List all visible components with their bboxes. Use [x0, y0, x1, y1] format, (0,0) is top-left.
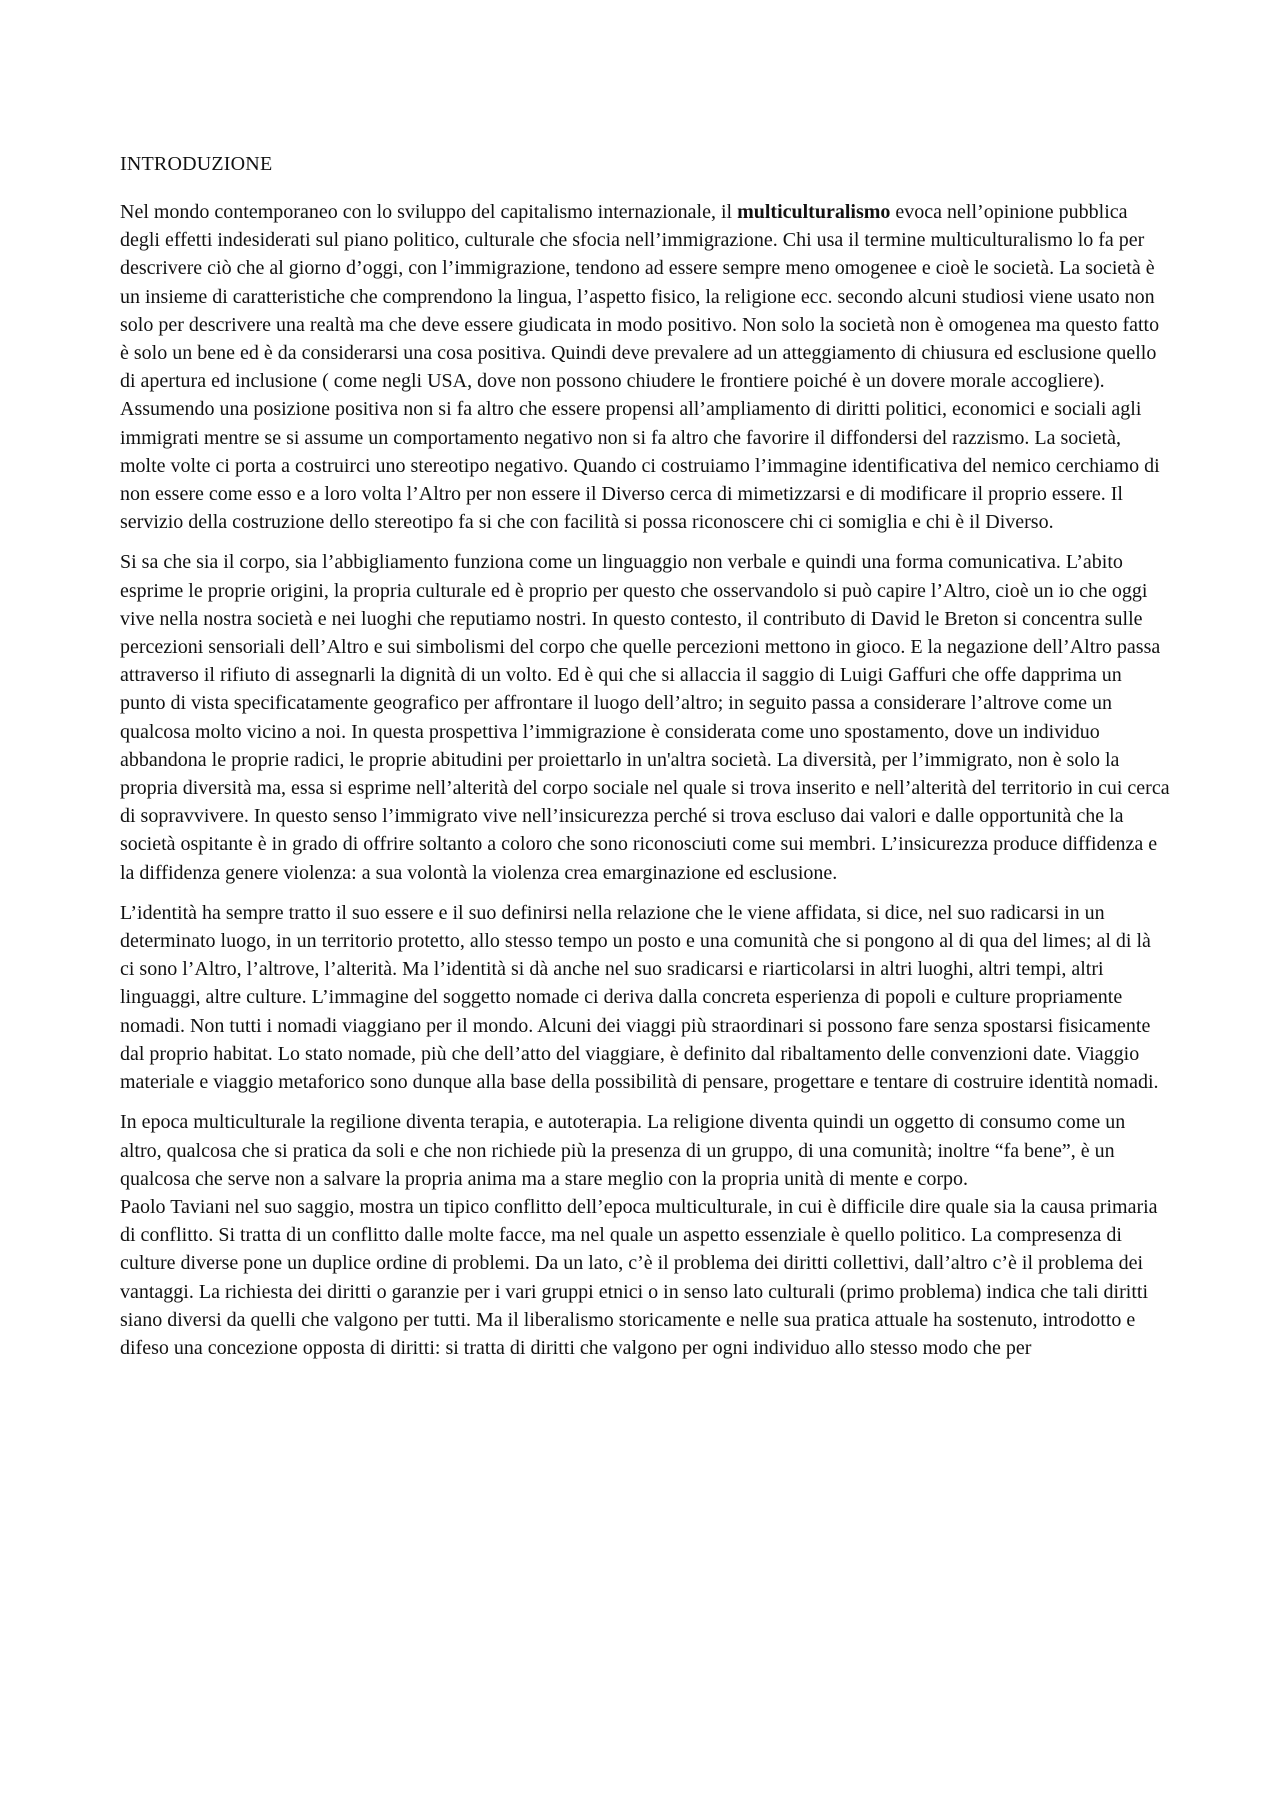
paragraph-1: [120, 198, 1170, 536]
paragraph-3: L’identità ha sempre tratto il suo essere e il suo definirsi nella relazione che le viene affidata, si dice, nel suo radicarsi in un determinato luogo, in un territorio protetto, allo stesso tempo un posto e una comunità che si pongono al di qua del limes; al di là ci sono l’Altro, l’altrove, l’alterità. Ma l’identità si dà anche nel suo sradicarsi e riarticolarsi in altri luoghi, altri tempi, altri linguaggi, altre culture. L’immagine del soggetto nomade ci deriva dalla concreta esperienza di popoli e culture propriamente nomadi. Non tutti i nomadi viaggiano per il mondo. Alcuni dei viaggi più straordinari si possono fare senza spostarsi fisicamente dal proprio habitat. Lo stato nomade, più che dell’atto del viaggiare, è definito dal ribaltamento delle convenzioni date. Viaggio materiale e viaggio metaforico sono dunque alla base della possibilità di pensare, progettare e tentare di costruire identità nomadi.: [120, 901, 1159, 1094]
document-page: [120, 150, 1170, 1374]
paragraph-1-bold-term: multiculturalismo: [737, 201, 891, 223]
page-title: INTRODUZIONE: [120, 153, 273, 175]
paragraph-1-rest: evoca nell’opinione pubblica degli effetti indesiderati sul piano politico, culturale che sfocia nell’immigrazione. Chi usa il termine multiculturalismo lo fa per descrivere ciò che al giorno d’oggi, con l’immigrazione, tendono ad essere sempre meno omogenee e cioè le società. La società è un insieme di caratteristiche che comprendono la lingua, l’aspetto fisico, la religione ecc. secondo alcuni studiosi viene usato non solo per descrivere una realtà ma che deve essere giudicata in modo positivo. Non solo la società non è omogenea ma questo fatto è solo un bene ed è da considerarsi una cosa positiva. Quindi deve prevalere ad un atteggiamento di chiusura ed esclusione quello di apertura ed inclusione ( come negli USA, dove non possono chiudere le frontiere poiché è un dovere morale accogliere). Assumendo una posizione positiva non si fa altro che essere propensi all’ampliamento di diritti politici, economici e sociali agli immigrati mentre se si assume un comportamento negativo non si fa altro che favorire il diffondersi del razzismo. La società, molte volte ci porta a costruirci uno stereotipo negativo. Quando ci costruiamo l’immagine identificativa del nemico cerchiamo di non essere come esso e a loro volta l’Altro per non essere il Diverso cerca di mimetizzarsi e di modificare il proprio essere. Il servizio della costruzione dello stereotipo fa si che con facilità si possa riconoscere chi ci somiglia e chi è il Diverso.: [120, 201, 1160, 534]
paragraph-5: Paolo Taviani nel suo saggio, mostra un tipico conflitto dell’epoca multiculturale, in cui è difficile dire quale sia la causa primaria di conflitto. Si tratta di un conflitto dalle molte facce, ma nel quale un aspetto essenziale è quello politico. La compresenza di culture diverse pone un duplice ordine di problemi. Da un lato, c’è il problema dei diritti collettivi, dall’altro c’è il problema dei vantaggi. La richiesta dei diritti o garanzie per i vari gruppi etnici o in senso lato culturali (primo problema) indica che tali diritti siano diversi da quelli che valgono per tutti. Ma il liberalismo storicamente e nelle sua pratica attuale ha sostenuto, introdotto e difeso una concezione opposta di diritti: si tratta di diritti che valgono per ogni individuo allo stesso modo che per: [120, 1195, 1158, 1359]
paragraph-4: In epoca multiculturale la regilione diventa terapia, e autoterapia. La religione diventa quindi un oggetto di consumo come un altro, qualcosa che si pratica da soli e che non richiede più la presenza di un gruppo, di una comunità; inoltre “fa bene”, è un qualcosa che serve non a salvare la propria anima ma a stare meglio con la propria unità di mente e corpo.: [120, 1111, 1126, 1190]
paragraph-2: Si sa che sia il corpo, sia l’abbigliamento funziona come un linguaggio non verbale e quindi una forma comunicativa. L’abito esprime le proprie origini, la propria culturale ed è proprio per questo che osservandolo si può capire l’Altro, cioè un io che oggi vive nella nostra società e nei luoghi che reputiamo nostri. In questo contesto, il contributo di David le Breton si concentra sulle percezioni sensoriali dell’Altro e sui simbolismi del corpo che quelle percezioni mettono in gioco. E la negazione dell’Altro passa attraverso il rifiuto di assegnarli la dignità di un volto. Ed è qui che si allaccia il saggio di Luigi Gaffuri che offe dapprima un punto di vista specificatamente geografico per affrontare il luogo dell’altro; in seguito passa a considerare l’altrove come un qualcosa molto vicino a noi. In questa prospettiva l’immigrazione è considerata come uno spostamento, dove un individuo abbandona le proprie radici, le proprie abitudini per proiettarlo in un'altra società. La diversità, per l’immigrato, non è solo la propria diversità ma, essa si esprime nell’alterità del corpo sociale nel quale si trova inserito e nell’alterità del territorio in cui cerca di sopravvivere. In questo senso l’immigrato vive nell’insicurezza perché si trova escluso dai valori e dalle opportunità che la società ospitante è in grado di offrire soltanto a coloro che sono riconosciuti come sui membri. L’insicurezza produce diffidenza e la diffidenza genere violenza: a sua volontà la violenza crea emarginazione ed esclusione.: [120, 551, 1170, 884]
paragraph-1-intro: Nel mondo contemporaneo con lo sviluppo del capitalismo internazionale, il: [120, 201, 738, 223]
